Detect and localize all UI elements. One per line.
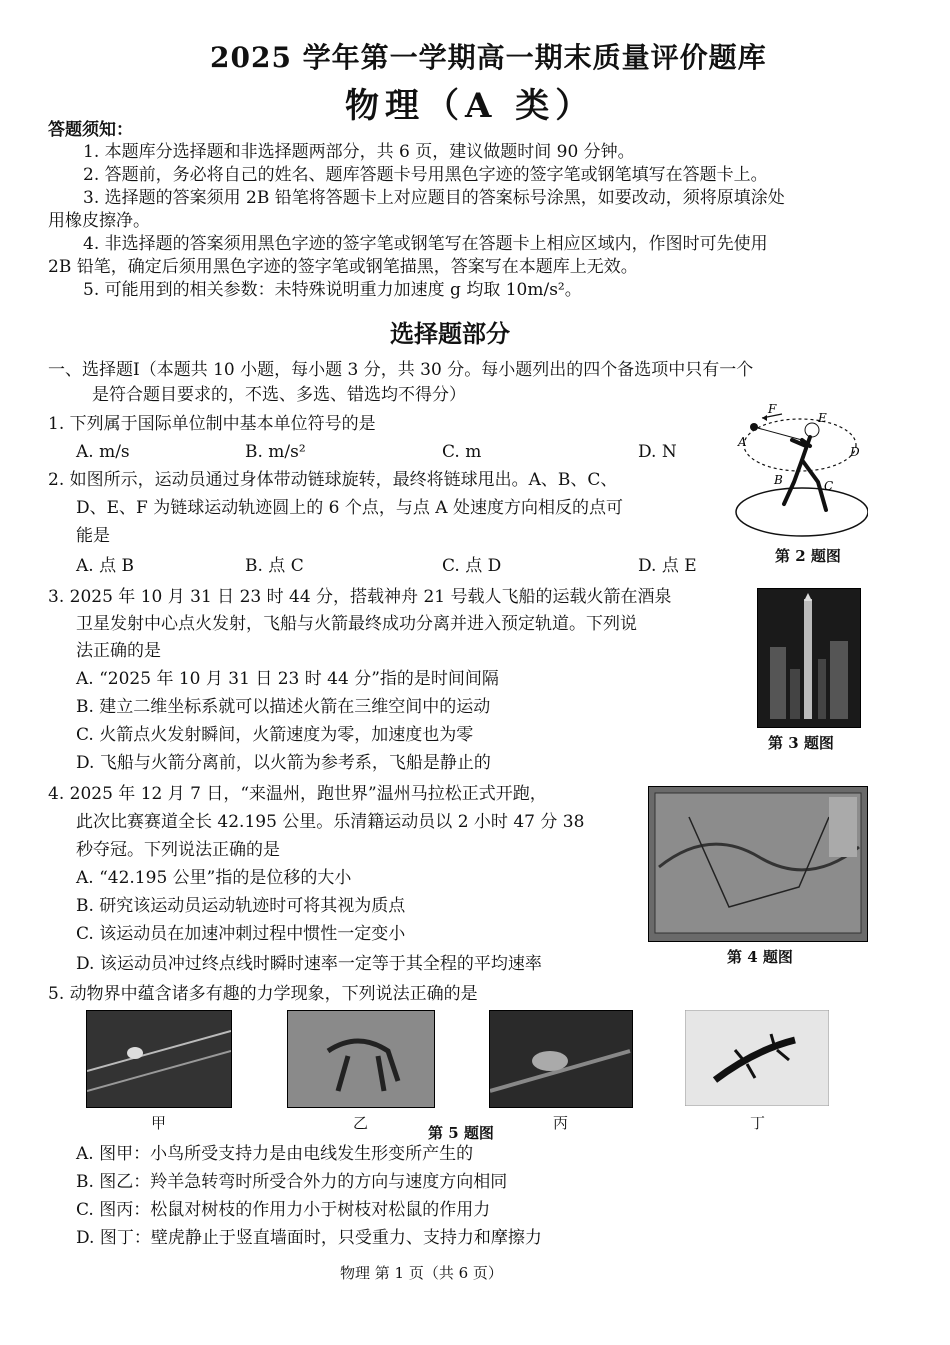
notice-line: 用橡皮擦净。 [48,211,150,231]
q2-option-c: C. 点 D [442,556,502,576]
photo-label-bing: 丙 [553,1114,569,1132]
notice-line: 1. 本题库分选择题和非选择题两部分，共 6 页，建议做题时间 90 分钟。 [83,142,635,162]
notice-heading: 答题须知： [48,120,133,140]
question-5-stem: 5. 动物界中蕴含诸多有趣的力学现象，下列说法正确的是 [48,984,478,1004]
q5-option-a: A. 图甲：小鸟所受支持力是由电线发生形变所产生的 [76,1144,474,1164]
point-label-c: C [824,479,834,493]
photo-label-ding: 丁 [750,1114,766,1132]
figure-4-caption: 第 4 题图 [727,948,793,966]
page-title: 物理（A 类） [345,86,596,126]
athlete-body [784,437,826,510]
q3-option-c: C. 火箭点火发射瞬间，火箭速度为零，加速度也为零 [76,725,474,745]
throw-circle-ground [736,488,868,536]
point-label-e: E [818,411,827,425]
q2-option-a: A. 点 B [76,556,134,576]
question-3-stem: 法正确的是 [76,641,161,661]
q4-option-a: A. “42.195 公里”指的是位移的大小 [76,868,352,888]
q1-option-b: B. m/s² [245,442,306,462]
question-3-stem: 卫星发射中心点火发射，飞船与火箭最终成功分离并进入预定轨道。下列说 [76,614,637,634]
section-title: 选择题部分 [390,319,510,348]
q4-option-d: D. 该运动员冲过终点线时瞬时速率一定等于其全程的平均速率 [76,954,542,974]
marathon-map-photo [648,786,868,942]
notice-line: 2. 答题前，务必将自己的姓名、题库答题卡号用黑色字迹的签字笔或钢笔填写在答题卡上。 [83,165,768,185]
q1-option-d: D. N [638,442,677,462]
q5-option-b: B. 图乙：羚羊急转弯时所受合外力的方向与速度方向相同 [76,1172,508,1192]
point-label-b: B [774,473,783,487]
q1-option-c: C. m [442,442,482,462]
squirrel-on-branch-photo [489,1010,633,1108]
figure-2-caption: 第 2 题图 [775,547,841,565]
exam-series-title: 2025 学年第一学期高一期末质量评价题库 [210,41,767,74]
figure-5-caption: 第 5 题图 [428,1124,494,1142]
arrow-head [762,415,767,421]
rocket-launch-photo [757,588,861,728]
question-4-stem: 4. 2025 年 12 月 7 日，“来温州，跑世界”温州马拉松正式开跑， [48,784,547,804]
notice-line: 3. 选择题的答案须用 2B 铅笔将答题卡上对应题目的答案标号涂黑，如要改动，须将原填涂处 [83,188,785,208]
question-1-stem: 1. 下列属于国际单位制中基本单位符号的是 [48,414,376,434]
question-4-stem: 秒夺冠。下列说法正确的是 [76,840,280,860]
q1-option-a: A. m/s [76,442,130,462]
notice-line: 4. 非选择题的答案须用黑色字迹的签字笔或钢笔写在答题卡上相应区域内，作图时可先使用 [83,234,768,254]
q2-option-d: D. 点 E [638,556,697,576]
q5-option-d: D. 图丁：壁虎静止于竖直墙面时，只受重力、支持力和摩擦力 [76,1228,542,1248]
notice-line: 5. 可能用到的相关参数：未特殊说明重力加速度 g 均取 10m/s²。 [83,280,582,300]
point-label-d: D [850,445,860,459]
question-2-stem: 能是 [76,526,110,546]
gecko-on-wall-photo [685,1010,829,1106]
q5-option-c: C. 图丙：松鼠对树枝的作用力小于树枝对松鼠的作用力 [76,1200,491,1220]
q4-option-c: C. 该运动员在加速冲刺过程中惯性一定变小 [76,924,406,944]
q4-option-b: B. 研究该运动员运动轨迹时可将其视为质点 [76,896,406,916]
part-instruction: 一、选择题Ⅰ（本题共 10 小题，每小题 3 分，共 30 分。每小题列出的四个备选项中只有一个 [48,360,754,380]
question-4-stem: 此次比赛赛道全长 42.195 公里。乐清籍运动员以 2 小时 47 分 38 [76,812,585,832]
question-3-stem: 3. 2025 年 10 月 31 日 23 时 44 分，搭载神舟 21 号载人飞船的运载火箭在酒泉 [48,587,672,607]
q2-option-b: B. 点 C [245,556,304,576]
q3-option-d: D. 飞船与火箭分离前，以火箭为参考系，飞船是静止的 [76,753,491,773]
athlete-head [805,423,819,437]
photo-label-jia: 甲 [151,1114,167,1132]
figure-3-caption: 第 3 题图 [768,734,834,752]
q3-option-a: A. “2025 年 10 月 31 日 23 时 44 分”指的是时间间隔 [76,669,499,689]
point-label-f: F [768,402,777,416]
notice-line: 2B 铅笔，确定后须用黑色字迹的签字笔或钢笔描黑，答案写在本题库上无效。 [48,257,638,277]
question-2-stem: 2. 如图所示，运动员通过身体带动链球旋转，最终将链球甩出。A、B、C、 [48,470,618,490]
page-footer: 物理 第 1 页（共 6 页） [340,1264,503,1282]
question-2-stem: D、E、F 为链球运动轨迹圆上的 6 个点，与点 A 处速度方向相反的点可 [76,498,623,518]
q3-option-b: B. 建立二维坐标系就可以描述火箭在三维空间中的运动 [76,697,491,717]
bird-on-wire-photo [86,1010,232,1108]
antelope-turning-photo [287,1010,435,1108]
part-instruction: 是符合题目要求的，不选、多选、错选均不得分） [92,385,466,405]
photo-label-yi: 乙 [353,1114,369,1132]
hammer-throw-figure [732,400,868,540]
point-label-a: A [738,435,747,449]
hammer-wire [754,427,802,440]
